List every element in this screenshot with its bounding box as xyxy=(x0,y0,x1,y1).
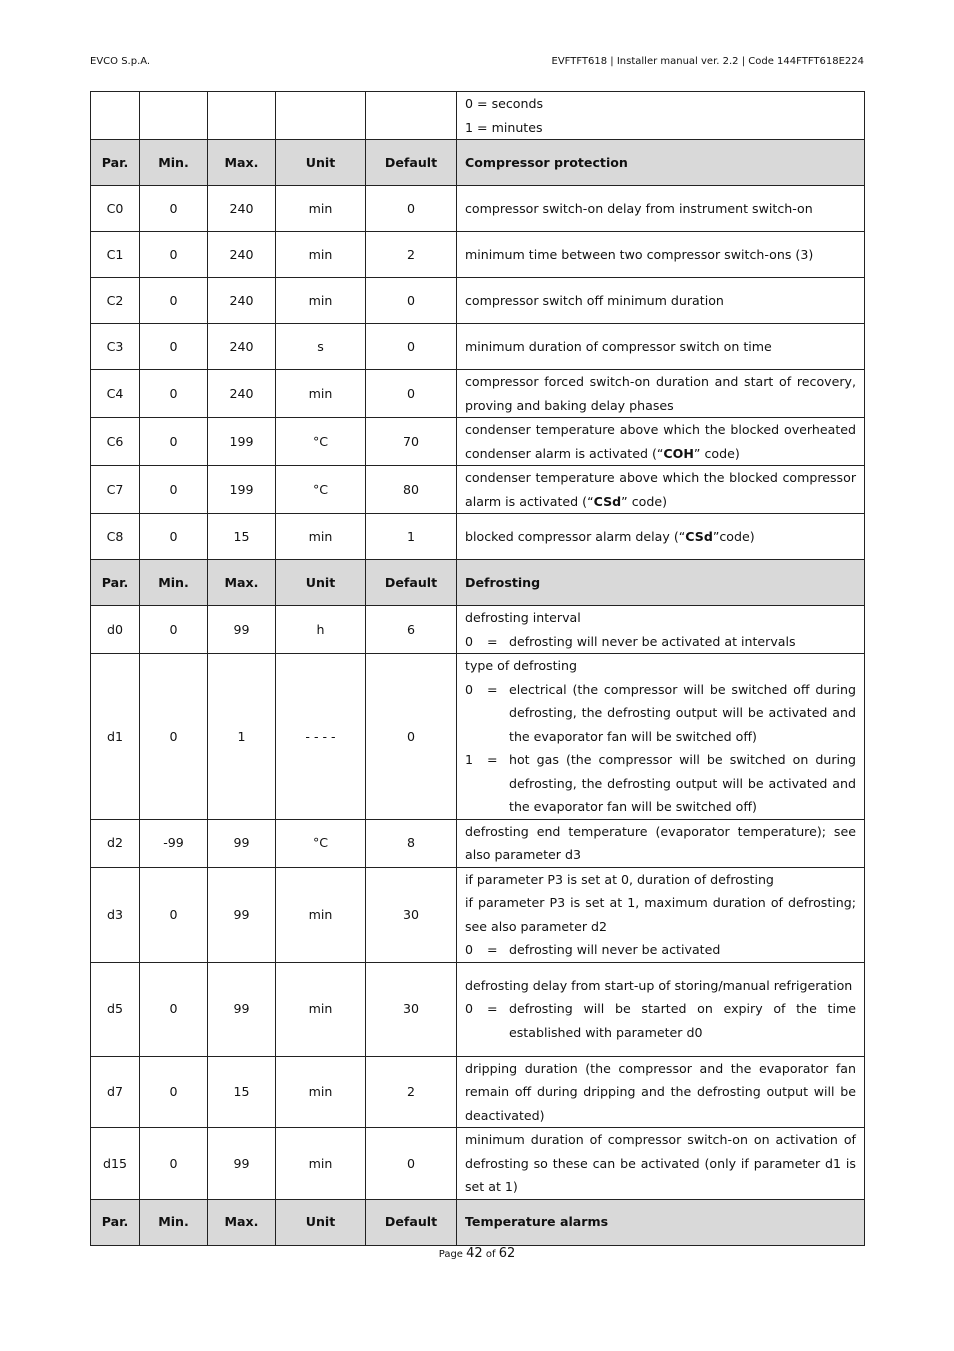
alarm-code: COH xyxy=(663,445,694,461)
param-unit: min xyxy=(276,232,366,278)
param-unit: min xyxy=(276,867,366,962)
param-min: 0 xyxy=(140,186,208,232)
param-min: 0 xyxy=(140,606,208,654)
param-default: 0 xyxy=(366,186,457,232)
param-max: 240 xyxy=(208,370,276,418)
table-row xyxy=(91,606,865,654)
column-header: Default xyxy=(366,560,457,606)
param-code: d7 xyxy=(91,1056,140,1128)
description-line: 0 = seconds xyxy=(465,96,544,111)
param-description: defrosting interval 0 = defrosting will never be activated at intervals xyxy=(457,606,865,654)
param-unit: °C xyxy=(276,418,366,466)
section-title: Temperature alarms xyxy=(457,1199,865,1245)
column-header: Par. xyxy=(91,1199,140,1245)
param-max: 199 xyxy=(208,418,276,466)
param-unit: s xyxy=(276,324,366,370)
section-title: Defrosting xyxy=(457,560,865,606)
param-description: compressor switch off minimum duration xyxy=(457,278,865,324)
param-description: condenser temperature above which the blocked compressor alarm is activated (“CSd” code) xyxy=(457,466,865,514)
param-code: d15 xyxy=(91,1128,140,1200)
table-row xyxy=(91,278,865,324)
param-description: defrosting end temperature (evaporator temperature); see also parameter d3 xyxy=(457,819,865,867)
param-code: C7 xyxy=(91,466,140,514)
param-max: 1 xyxy=(208,654,276,820)
param-min: 0 xyxy=(140,418,208,466)
param-default: 2 xyxy=(366,1056,457,1128)
alarm-code: CSd xyxy=(685,528,713,544)
param-default: 8 xyxy=(366,819,457,867)
column-header: Default xyxy=(366,140,457,186)
param-max: 240 xyxy=(208,324,276,370)
param-default: 0 xyxy=(366,324,457,370)
param-description: defrosting delay from start-up of storing/manual refrigeration 0 = defrosting will be started on expiry of the time established with parameter d0 xyxy=(457,962,865,1056)
param-min: -99 xyxy=(140,819,208,867)
param-code: d1 xyxy=(91,654,140,820)
param-min: 0 xyxy=(140,370,208,418)
param-code: d0 xyxy=(91,606,140,654)
param-min: 0 xyxy=(140,867,208,962)
param-code: d3 xyxy=(91,867,140,962)
column-header: Min. xyxy=(140,560,208,606)
param-code: C3 xyxy=(91,324,140,370)
param-max: 99 xyxy=(208,1128,276,1200)
section-header-row xyxy=(91,1199,865,1245)
param-min: 0 xyxy=(140,324,208,370)
param-max: 240 xyxy=(208,232,276,278)
table-row xyxy=(91,1128,865,1200)
page-number: Page 42 of 62 xyxy=(438,1246,516,1261)
table-row xyxy=(91,418,865,466)
section-header-row xyxy=(91,140,865,186)
param-unit: - - - - xyxy=(276,654,366,820)
param-max: 199 xyxy=(208,466,276,514)
param-min: 0 xyxy=(140,514,208,560)
param-unit: min xyxy=(276,370,366,418)
column-header: Unit xyxy=(276,140,366,186)
column-header: Min. xyxy=(140,1199,208,1245)
param-max: 99 xyxy=(208,962,276,1056)
param-default: 0 xyxy=(366,370,457,418)
column-header: Max. xyxy=(208,140,276,186)
header-document-info: EVFTFT618 | Installer manual ver. 2.2 | Code 144FTFT618E224 xyxy=(551,56,864,67)
param-unit: h xyxy=(276,606,366,654)
param-min: 0 xyxy=(140,1056,208,1128)
param-default: 30 xyxy=(366,962,457,1056)
param-code: d2 xyxy=(91,819,140,867)
table-row xyxy=(91,466,865,514)
param-description: type of defrosting 0 = electrical (the compressor will be switched off during defrosting, the defrosting output will be activated and the evaporator fan will be switched off) 1 = hot gas (the compressor will be switched on during defrosting, the defrosting output will be activated and the evaporator fan will be switched off) xyxy=(457,654,865,820)
param-unit: min xyxy=(276,1128,366,1200)
table-row xyxy=(91,514,865,560)
value-option: 0 = defrosting will never be activated xyxy=(465,942,721,957)
param-code: C1 xyxy=(91,232,140,278)
param-default: 80 xyxy=(366,466,457,514)
table-row xyxy=(91,324,865,370)
section-title: Compressor protection xyxy=(457,140,865,186)
param-default: 0 xyxy=(366,1128,457,1200)
table-row xyxy=(91,370,865,418)
param-default: 6 xyxy=(366,606,457,654)
param-code: C0 xyxy=(91,186,140,232)
param-max: 15 xyxy=(208,1056,276,1128)
param-max: 99 xyxy=(208,819,276,867)
description-line: 1 = minutes xyxy=(465,119,543,135)
table-row xyxy=(91,654,865,820)
param-description: minimum time between two compressor switch-ons (3) xyxy=(457,232,865,278)
param-description: compressor switch-on delay from instrument switch-on xyxy=(457,186,865,232)
alarm-code: CSd xyxy=(593,493,622,509)
param-unit: °C xyxy=(276,819,366,867)
param-code: C6 xyxy=(91,418,140,466)
table-row xyxy=(91,92,865,140)
param-code: d5 xyxy=(91,962,140,1056)
column-header: Min. xyxy=(140,140,208,186)
section-header-row xyxy=(91,560,865,606)
table-row xyxy=(91,962,865,1056)
value-option: 0 = defrosting will be started on expiry of the time established with parameter d0 xyxy=(465,1001,856,1040)
param-unit: min xyxy=(276,1056,366,1128)
param-min: 0 xyxy=(140,1128,208,1200)
value-option: 0 = electrical (the compressor will be switched off during defrosting, the defrosting output will be activated and the evaporator fan will be switched off) xyxy=(465,681,856,744)
param-description: dripping duration (the compressor and the evaporator fan remain off during dripping and the defrosting output will be deactivated) xyxy=(457,1056,865,1128)
param-default: 70 xyxy=(366,418,457,466)
param-default: 1 xyxy=(366,514,457,560)
table-row xyxy=(91,1056,865,1128)
table-row xyxy=(91,186,865,232)
param-code: C4 xyxy=(91,370,140,418)
param-unit: min xyxy=(276,514,366,560)
description-cell xyxy=(457,92,865,140)
param-description: if parameter P3 is set at 0, duration of defrosting if parameter P3 is set at 1, maximum duration of defrosting; see also parameter d2 0 = defrosting will never be activated xyxy=(457,867,865,962)
param-min: 0 xyxy=(140,654,208,820)
param-unit: °C xyxy=(276,466,366,514)
param-max: 99 xyxy=(208,867,276,962)
column-header: Max. xyxy=(208,560,276,606)
column-header: Par. xyxy=(91,560,140,606)
header-company: EVCO S.p.A. xyxy=(90,56,151,67)
param-min: 0 xyxy=(140,962,208,1056)
value-option: 0 = defrosting will never be activated at intervals xyxy=(465,633,796,649)
param-min: 0 xyxy=(140,466,208,514)
param-max: 240 xyxy=(208,278,276,324)
param-min: 0 xyxy=(140,278,208,324)
param-unit: min xyxy=(276,962,366,1056)
param-description: minimum duration of compressor switch-on on activation of defrosting so these can be activated (only if parameter d1 is set at 1) xyxy=(457,1128,865,1200)
param-default: 0 xyxy=(366,278,457,324)
value-option: 1 = hot gas (the compressor will be switched on during defrosting, the defrosting output will be activated and the evaporator fan will be switched off) xyxy=(465,752,856,814)
param-description: minimum duration of compressor switch on time xyxy=(457,324,865,370)
column-header: Unit xyxy=(276,560,366,606)
column-header: Unit xyxy=(276,1199,366,1245)
table-row xyxy=(91,232,865,278)
param-description: condenser temperature above which the blocked overheated condenser alarm is activated (“COH” code) xyxy=(457,418,865,466)
param-max: 15 xyxy=(208,514,276,560)
param-max: 240 xyxy=(208,186,276,232)
parameter-table xyxy=(90,91,865,1246)
param-max: 99 xyxy=(208,606,276,654)
param-code: C8 xyxy=(91,514,140,560)
column-header: Max. xyxy=(208,1199,276,1245)
param-min: 0 xyxy=(140,232,208,278)
column-header: Default xyxy=(366,1199,457,1245)
param-default: 2 xyxy=(366,232,457,278)
param-default: 0 xyxy=(366,654,457,820)
column-header: Par. xyxy=(91,140,140,186)
param-code: C2 xyxy=(91,278,140,324)
param-default: 30 xyxy=(366,867,457,962)
param-description: compressor forced switch-on duration and start of recovery, proving and baking delay phases xyxy=(457,370,865,418)
table-row xyxy=(91,867,865,962)
param-unit: min xyxy=(276,186,366,232)
param-description: blocked compressor alarm delay (“CSd”code) xyxy=(457,514,865,560)
param-unit: min xyxy=(276,278,366,324)
table-row xyxy=(91,819,865,867)
